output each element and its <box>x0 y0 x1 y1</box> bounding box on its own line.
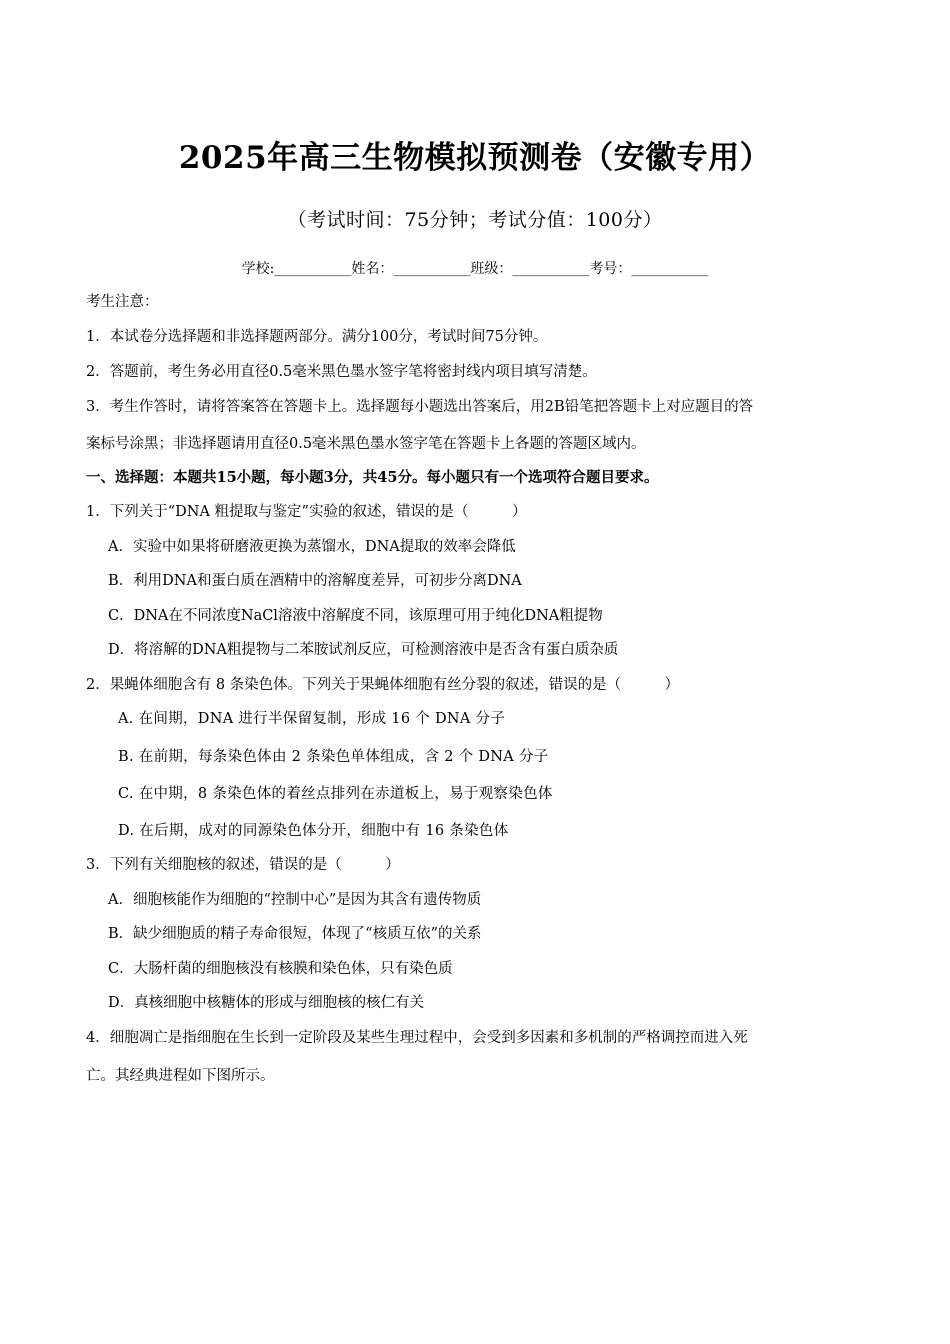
question-option: A．实验中如果将研磨液更换为蒸馏水，DNA提取的效率会降低 <box>108 539 516 555</box>
question-option: A．细胞核能作为细胞的“控制中心”是因为其含有遗传物质 <box>108 892 482 908</box>
question-option: D．真核细胞中核糖体的形成与细胞核的核仁有关 <box>108 995 425 1011</box>
question-option: B．利用DNA和蛋白质在酒精中的溶解度差异，可初步分离DNA <box>108 573 522 589</box>
question-option: D. 在后期，成对的同源染色体分开，细胞中有 16 条染色体 <box>118 823 509 839</box>
question-option: C. 在中期，8 条染色体的着丝点排列在赤道板上，易于观察染色体 <box>118 786 553 802</box>
question-option: C．大肠杆菌的细胞核没有核膜和染色体，只有染色质 <box>108 961 453 977</box>
notice-item: 1．本试卷分选择题和非选择题两部分。满分100分，考试时间75分钟。 <box>86 329 548 345</box>
question-option: B．缺少细胞质的精子寿命很短，体现了“核质互依”的关系 <box>108 926 482 942</box>
question-option: C．DNA在不同浓度NaCl溶液中溶解度不同，该原理可用于纯化DNA粗提物 <box>108 608 603 624</box>
section-heading: 一、选择题：本题共15小题，每小题3分，共45分。每小题只有一个选项符合题目要求。 <box>86 469 659 486</box>
question-option: A. 在间期，DNA 进行半保留复制，形成 16 个 DNA 分子 <box>118 711 506 727</box>
question-stem: 3．下列有关细胞核的叙述，错误的是（ ） <box>86 857 400 873</box>
exam-subtitle: （考试时间：75分钟；考试分值：100分） <box>287 209 663 231</box>
question-option: D．将溶解的DNA粗提物与二苯胺试剂反应，可检测溶液中是否含有蛋白质杂质 <box>108 642 619 658</box>
notice-item: 案标号涂黑；非选择题请用直径0.5毫米黑色墨水签字笔在答题卡上各题的答题区域内。 <box>86 436 646 452</box>
notice-heading: 考生注意： <box>86 294 159 310</box>
question-stem: 2．果蝇体细胞含有 8 条染色体。下列关于果蝇体细胞有丝分裂的叙述，错误的是（ ） <box>86 677 680 693</box>
student-info-fields: 学校:___________姓名：___________班级：___________考号：___________ <box>241 261 709 277</box>
question-stem: 亡。其经典进程如下图所示。 <box>86 1068 275 1084</box>
question-stem: 1．下列关于“DNA 粗提取与鉴定”实验的叙述，错误的是（ ） <box>86 504 527 520</box>
exam-title: 2025年高三生物模拟预测卷（安徽专用） <box>178 140 772 176</box>
question-option: B. 在前期，每条染色体由 2 条染色单体组成，含 2 个 DNA 分子 <box>118 749 549 765</box>
question-stem: 4．细胞凋亡是指细胞在生长到一定阶段及某些生理过程中，会受到多因素和多机制的严格调控而进入死 <box>86 1030 748 1046</box>
notice-item: 3．考生作答时，请将答案答在答题卡上。选择题每小题选出答案后，用2B铅笔把答题卡上对应题目的答 <box>86 399 754 415</box>
notice-item: 2．答题前，考生务必用直径0.5毫米黑色墨水签字笔将密封线内项目填写清楚。 <box>86 364 597 380</box>
